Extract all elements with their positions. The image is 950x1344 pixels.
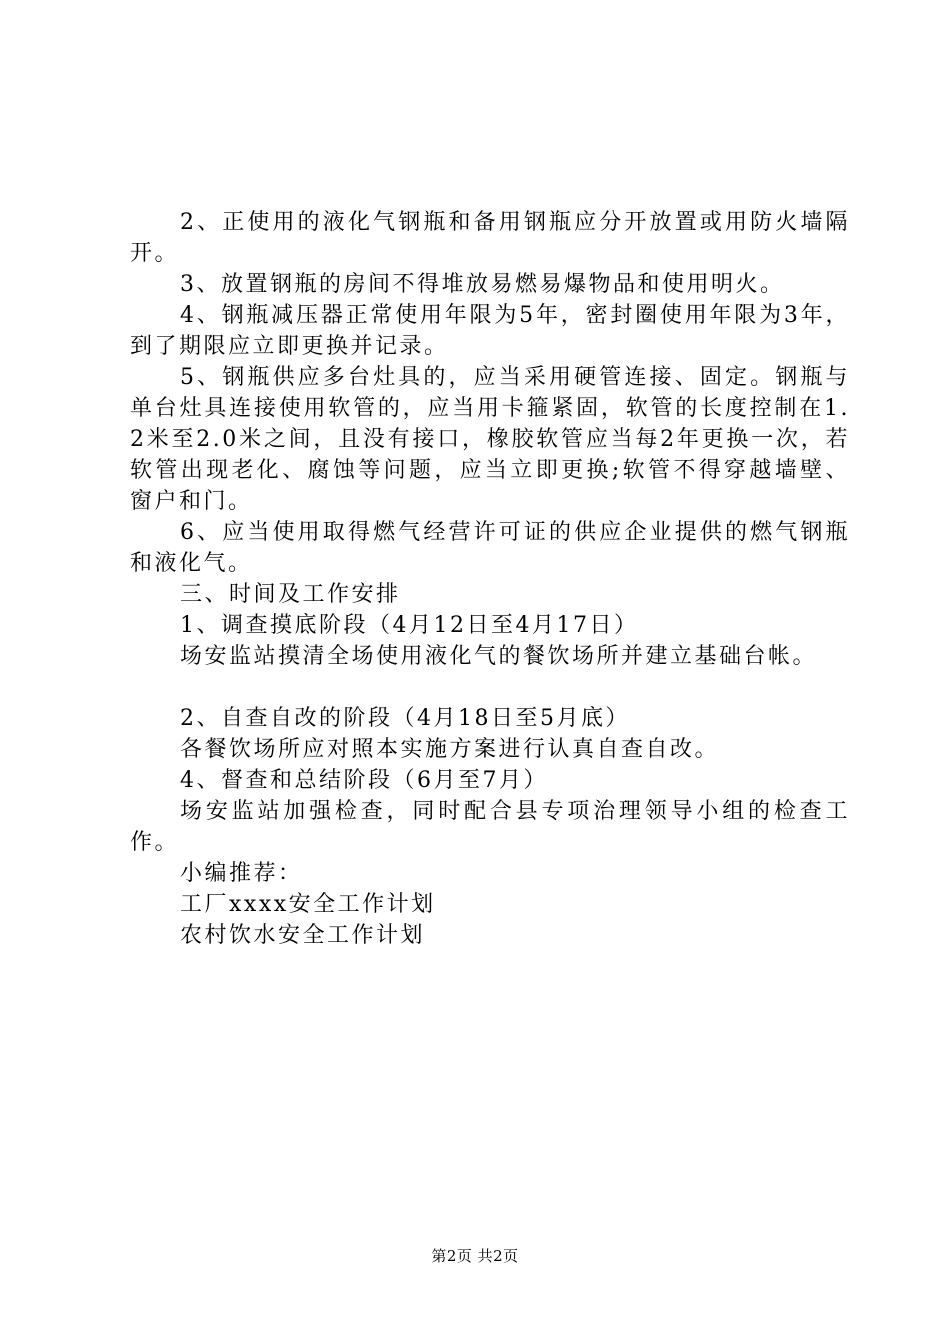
phase-4-heading: 4、督查和总结阶段（6月至7月）: [180, 768, 548, 793]
document-body: [130, 207, 850, 951]
blank-line: [130, 672, 850, 703]
recommend-link-factory-safety[interactable]: 工厂xxxx安全工作计划: [180, 892, 436, 917]
recommend-label: 小编推荐：: [180, 861, 303, 886]
paragraph-item-6: 6、应当使用取得燃气经营许可证的供应企业提供的燃气钢瓶和液化气。: [130, 520, 850, 576]
section-heading-schedule: 三、时间及工作安排: [180, 582, 401, 607]
phase-2-text: 各餐饮场所应对照本实施方案进行认真自查自改。: [180, 737, 720, 762]
phase-4-text: 场安监站加强检查，同时配合县专项治理领导小组的检查工作。: [130, 799, 850, 855]
phase-1-text: 场安监站摸清全场使用液化气的餐饮场所并建立基础台帐。: [180, 644, 818, 669]
paragraph-item-2: 2、正使用的液化气钢瓶和备用钢瓶应分开放置或用防火墙隔开。: [130, 210, 850, 266]
phase-1-heading: 1、调查摸底阶段（4月12日至4月17日）: [180, 613, 639, 638]
paragraph-item-4: 4、钢瓶减压器正常使用年限为5年，密封圈使用年限为3年，到了期限应立即更换并记录。: [130, 303, 850, 359]
page-number-footer: 第2页 共2页: [431, 1247, 519, 1265]
paragraph-item-3: 3、放置钢瓶的房间不得堆放易燃易爆物品和使用明火。: [180, 272, 785, 297]
paragraph-item-5: 5、钢瓶供应多台灶具的，应当采用硬管连接、固定。钢瓶与单台灶具连接使用软管的，应当用卡箍紧固，软管的长度控制在1.2米至2.0米之间，且没有接口，橡胶软管应当每2年更换一次，若软管出现老化、腐蚀等问题，应当立即更换;软管不得穿越墙壁、窗户和门。: [130, 365, 850, 514]
phase-2-heading: 2、自查自改的阶段（4月18日至5月底）: [180, 706, 630, 731]
recommend-link-rural-water-safety[interactable]: 农村饮水安全工作计划: [180, 923, 426, 948]
